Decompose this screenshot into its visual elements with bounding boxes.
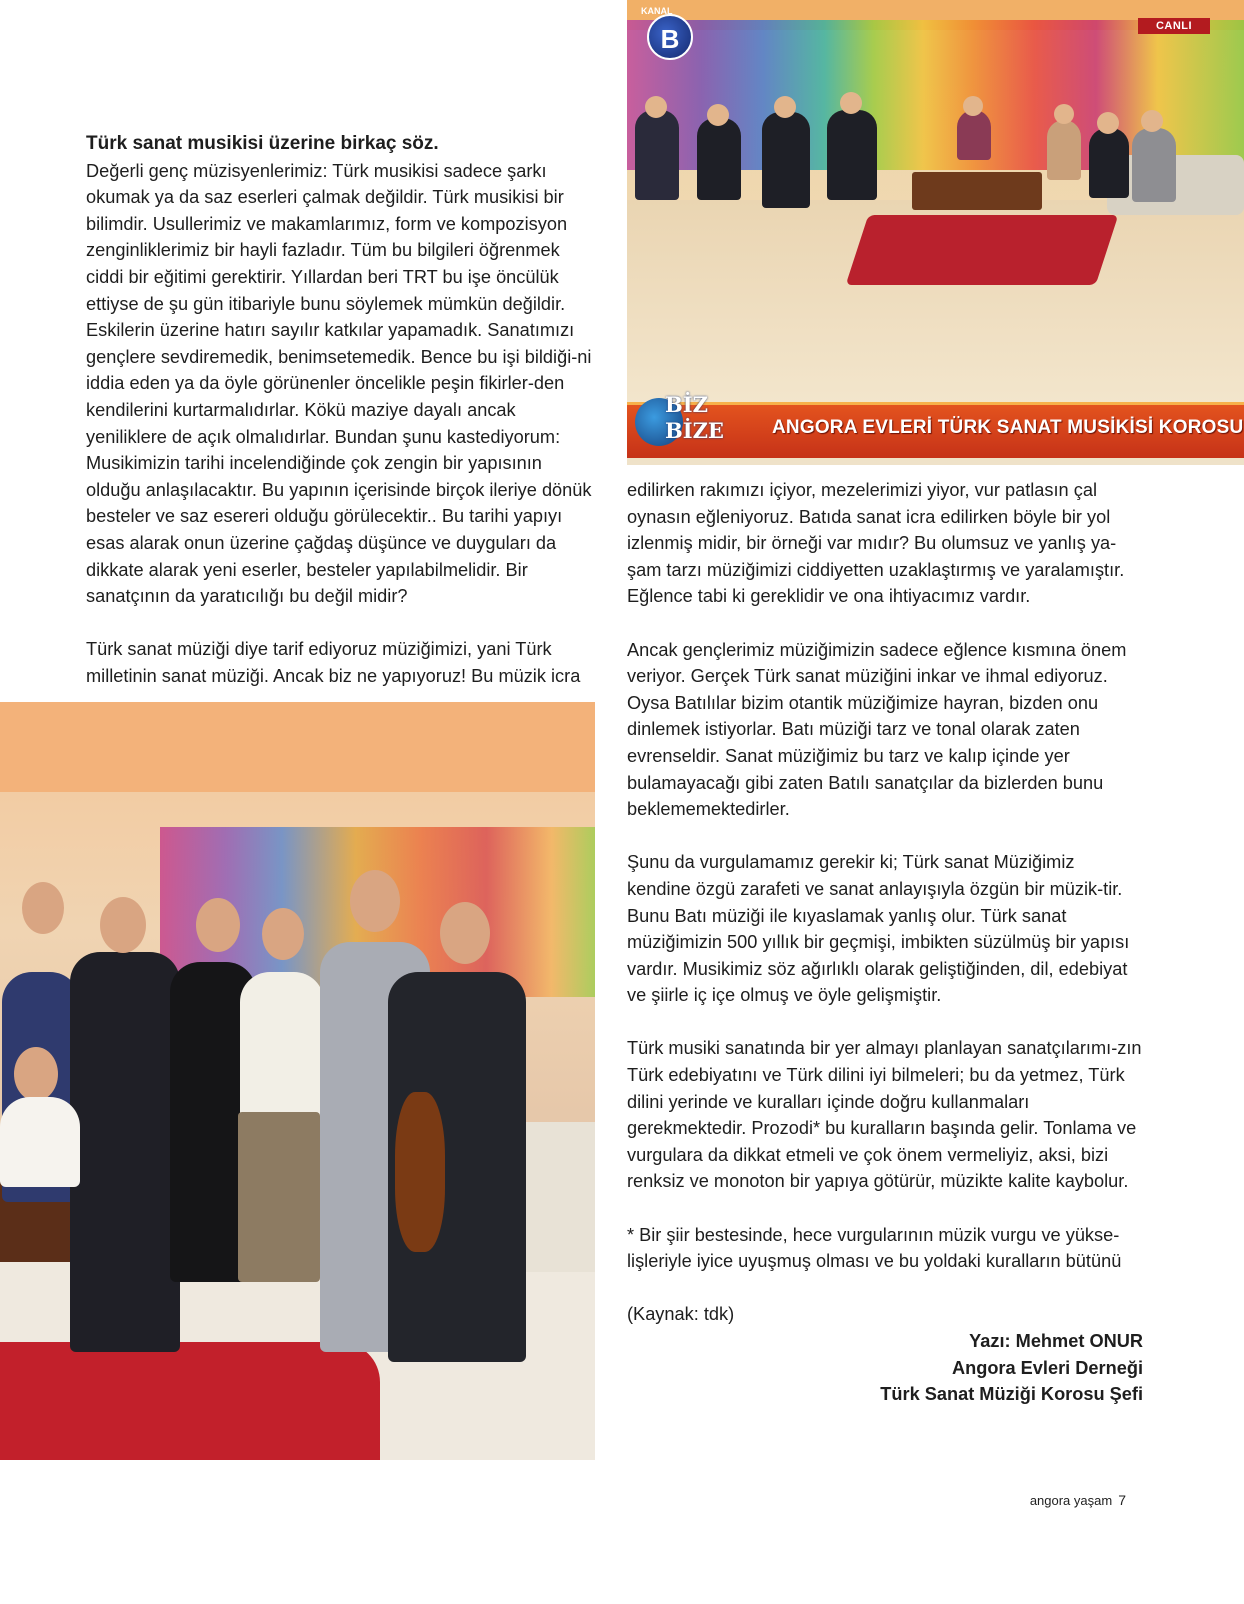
studio-arch [0,702,595,792]
article-paragraph: Türk sanat müziği diye tarif ediyoruz müziğimizi, yani Türk milletinin sanat müziği. Ancak biz ne yapıyoruz! Bu müzik icra [86,639,581,686]
show-logo [635,388,753,456]
person-face [350,870,400,932]
person-face [100,897,146,953]
person [0,1097,80,1187]
channel-logo-ring: KANAL [641,6,673,16]
person-face [440,902,490,964]
signature-author: Yazı: Mehmet ONUR [969,1331,1143,1351]
person-face [22,882,64,934]
ticker-text: ANGORA EVLERİ TÜRK SANAT MUSİKİSİ KOROSU [772,417,1244,438]
guest-head [1141,110,1163,132]
musician [827,110,877,200]
article-left-column [86,131,592,689]
signature-org: Angora Evleri Derneği [951,1357,1143,1378]
musician-head [645,96,667,118]
footnote: * Bir şiir bestesinde, hece vurgularının müzik vurgu ve yükse-lişleriyle iyice uyuşmuş olması ve bu yoldaki kuralların bütünü [627,1224,1122,1272]
article-paragraph: Şunu da vurgulamamız gerekir ki; Türk sanat Müziğimiz kendine özgü zarafeti ve sanat anlayışıyla özgün bir müzik-tir. Bunu Batı müziği ile kıyaslamak yanlış olur. Türk sanat müziğimizin 500 yıllık bir geçmişi, imbikten süzülmüş bir yapısı vardır. Musikimiz söz ağırlıklı olarak geliştiğinden, dil, edebiyat ve şiirle iç içe olmuş ve öyle gelişmiştir. [627,852,1130,1006]
musician [635,110,679,200]
musician [762,112,810,208]
signature-block [627,1328,1143,1408]
article-heading: Türk sanat musikisi üzerine birkaç söz. [86,133,439,154]
guest-head [1097,112,1119,134]
violin [395,1092,445,1252]
host [957,110,991,160]
red-rug [846,215,1119,285]
person-face [14,1047,58,1101]
magazine-name: angora yaşam [1029,1493,1113,1508]
article-paragraph: edilirken rakımızı içiyor, mezelerimizi yiyor, vur patlasın çal oynasın eğleniyoruz. Batıda sanat icra edilirken böyle bir yol izlenmiş midir, bir örneği var mıdır? Bu olumsuz ve yanlış ya-şam tarzı müziğimizi ciddiyetten uzaklaştırmış ve yaralamıştır. Eğlence tabi ki gereklidir ve ona ihtiyacımız vardır. [627,480,1125,607]
article-right-column [627,477,1143,1408]
article-paragraph: Ancak gençlerimiz müziğimizin sadece eğlence kısmına önem veriyor. Gerçek Türk sanat müziğini inkar ve ihmal ediyoruz. Oysa Batılılar bizim otantik müziğimize hayran, bizden onu dinlemek istiyorlar. Batı müziği tarz ve tonal olarak zaten evrenseldir. Sanat müziğimiz bu tarz ve kalıp içinde yer bulamayacağı gibi zaten Batılı sanatçılar da bizlerden bunu beklememektedirler. [627,639,1127,820]
show-logo-word: BİZ [665,392,708,417]
person [70,952,180,1352]
channel-logo: B [647,14,693,60]
show-logo-word: BİZE [665,418,724,443]
person-face [262,908,304,960]
person [240,972,324,1122]
musician-head [707,104,729,126]
musician-head [840,92,862,114]
tv-broadcast-photo [627,0,1244,465]
page-footer [1030,1492,1126,1508]
coffee-table [912,172,1042,210]
person-face [196,898,240,952]
guest-head [1054,104,1074,124]
article-paragraph: Türk musiki sanatında bir yer almayı planlayan sanatçılarımı-zın Türk edebiyatını ve Türk dilini iyi bilmeleri; bu da yetmez, Türk dilini yerinde ve kuralları içinde doğru kullanmaları gerekmektedir. Prozodi* bu kuralların başında gelir. Tonlama ve vurgulara da dikkat etmeli ve çok önem vermeliyiz, aksi, bizi renksiz ve monoton bir yapıya götürür, müzikte kalite kaybolur. [627,1038,1142,1192]
person-skirt [238,1112,320,1282]
article-paragraph: Değerli genç müzisyenlerimiz: Türk musikisi sadece şarkı okumak ya da saz eserleri çalmak değildir. Türk musikisi bir bilimdir. Usullerimiz ve makamlarımız, form ve kompozisyon zenginliklerimiz bir hayli fazladır. Tüm bu bilgileri öğrenmek ciddi bir eğitimi gerektirir. Yıllardan beri TRT bu işe öncülük ettiyse de şu gün itibariyle bunu söylemek mümkün değildir. Eskilerin üzerine hatırı sayılır katkılar yapamadık. Sanatımızı gençlere sevdiremedik, benimsetemedik. Bence bu işi bildiği-ni iddia eden ya da öyle görünenler öncelikle peşin fikirler-den kendilerini kurtarmalıdırlar. Kökü maziye dayalı ancak yeniliklere de açık olmalıdırlar. Bundan şunu kastediyorum: Musikimizin tarihi incelendiğinde çok zengin bir yapısının olduğu anlaşılacaktır. Bu yapının içerisinde birçok ileriye dönük besteler ve saz esereri olduğu görülecektir.. Bu tarihi yapıyı esas alarak onun üzerine çağdaş düşünce ve duyguları da dikkate alarak yeni eserler, besteler yapılabilmelidir. Bir sanatçının da yaratıcılığı bu değil midir? [86,160,592,607]
musician-head [774,96,796,118]
group-photo [0,702,595,1460]
guest [1089,128,1129,198]
musician [697,118,741,200]
host-head [963,96,983,116]
red-rug [0,1342,380,1460]
source-note: (Kaynak: tdk) [627,1304,735,1325]
live-badge: CANLI [1138,18,1210,34]
signature-role: Türk Sanat Müziği Korosu Şefi [880,1384,1143,1405]
guest [1132,128,1176,202]
guest [1047,120,1081,180]
page-number: 7 [1118,1492,1126,1508]
